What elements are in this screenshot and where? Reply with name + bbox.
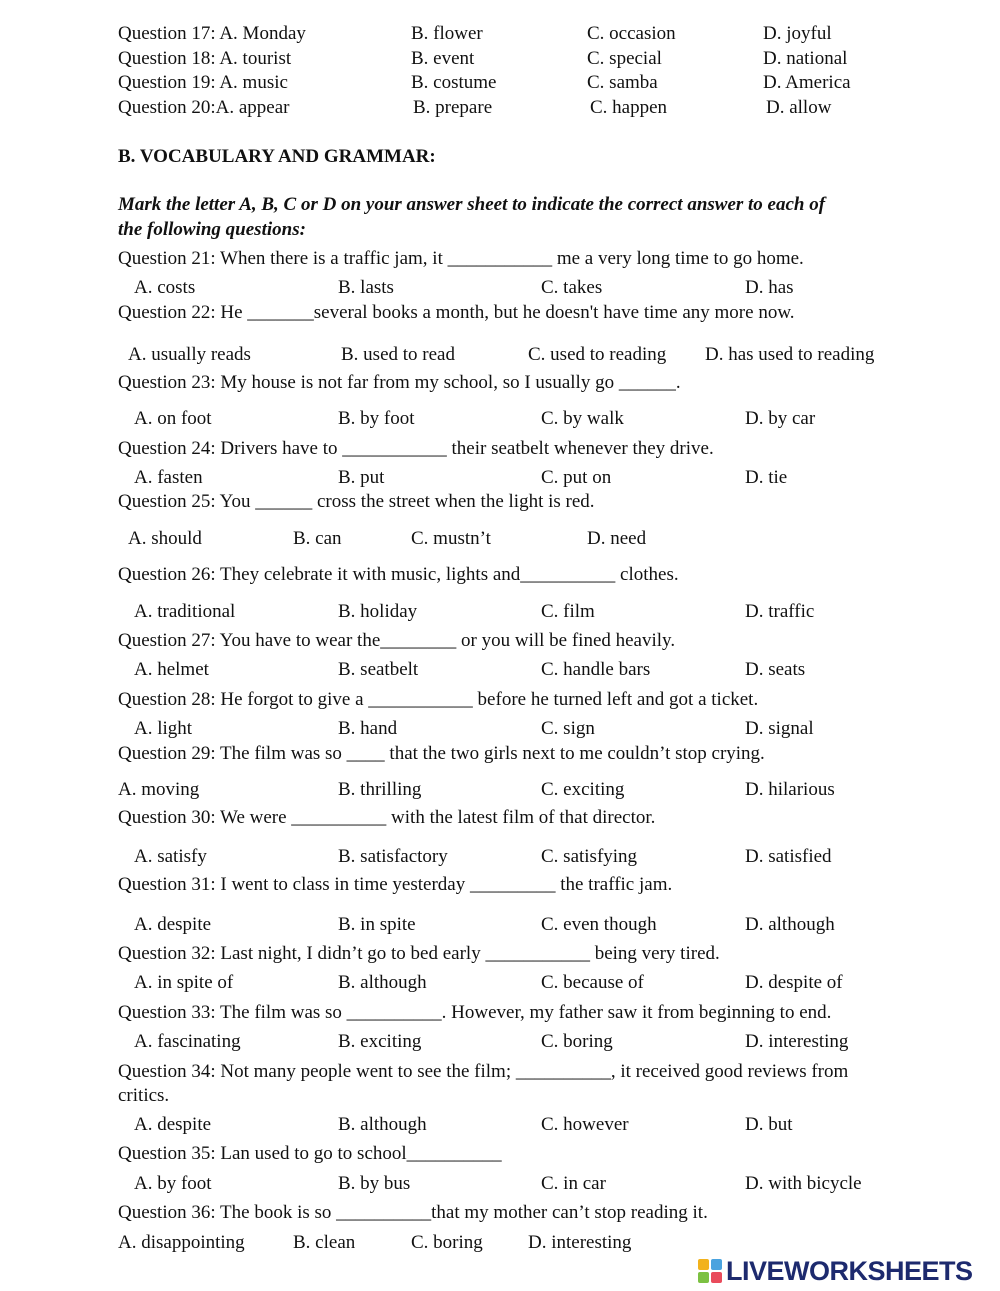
question-22-option-d[interactable]: D. has used to reading [705, 344, 875, 365]
question-20-stem: Question 20:A. appear [118, 97, 290, 118]
question-26-option-a[interactable]: A. traditional [134, 601, 236, 622]
question-36-option-b[interactable]: B. clean [293, 1232, 356, 1253]
question-35-option-b[interactable]: B. by bus [338, 1173, 411, 1194]
question-24-text: Question 24: Drivers have to ___________ their seatbelt whenever they drive. [118, 438, 714, 459]
question-28-option-a[interactable]: A. light [134, 718, 193, 739]
question-23-text: Question 23: My house is not far from my school, so I usually go ______. [118, 372, 681, 393]
question-36-option-c[interactable]: C. boring [411, 1232, 483, 1253]
question-34-option-a[interactable]: A. despite [134, 1114, 212, 1135]
question-26-option-b[interactable]: B. holiday [338, 601, 418, 622]
question-21-text: Question 21: When there is a traffic jam, it ___________ me a very long time to go home. [118, 248, 804, 269]
liveworksheets-logo-text: LIVEWORKSHEETS [726, 1255, 973, 1286]
liveworksheets-logo[interactable] [698, 1256, 973, 1286]
question-35-text: Question 35: Lan used to go to school__________ [118, 1143, 502, 1164]
question-24-option-b[interactable]: B. put [338, 467, 385, 488]
question-20-option-d: D. allow [766, 97, 832, 118]
question-22-option-b[interactable]: B. used to read [341, 344, 455, 365]
question-33-option-a[interactable]: A. fascinating [134, 1031, 241, 1052]
question-35-option-d[interactable]: D. with bicycle [745, 1173, 862, 1194]
question-17-option-c: C. occasion [587, 23, 676, 44]
question-30-option-d[interactable]: D. satisfied [745, 846, 832, 867]
question-20-option-b: B. prepare [413, 97, 493, 118]
question-18-stem: Question 18: A. tourist [118, 48, 292, 69]
question-19-option-b: B. costume [411, 72, 497, 93]
question-27-option-c[interactable]: C. handle bars [541, 659, 651, 680]
question-24-option-c[interactable]: C. put on [541, 467, 612, 488]
question-28-option-b[interactable]: B. hand [338, 718, 398, 739]
question-36-option-a[interactable]: A. disappointing [118, 1232, 245, 1253]
question-28-option-c[interactable]: C. sign [541, 718, 595, 739]
question-17-option-b: B. flower [411, 23, 483, 44]
question-19-stem: Question 19: A. music [118, 72, 288, 93]
instruction-line-1: Mark the letter A, B, C or D on your answer sheet to indicate the correct answer to each of [118, 194, 826, 215]
question-33-text: Question 33: The film was so __________. However, my father saw it from beginning to end. [118, 1002, 832, 1023]
question-34-option-d[interactable]: D. but [745, 1114, 793, 1135]
question-30-option-b[interactable]: B. satisfactory [338, 846, 448, 867]
question-32-option-b[interactable]: B. although [338, 972, 427, 993]
question-36-option-d[interactable]: D. interesting [528, 1232, 632, 1253]
question-31-text: Question 31: I went to class in time yesterday _________ the traffic jam. [118, 874, 673, 895]
question-34-text-continued: critics. [118, 1085, 170, 1106]
question-25-text: Question 25: You ______ cross the street when the light is red. [118, 491, 595, 512]
question-36-text: Question 36: The book is so __________that my mother can’t stop reading it. [118, 1202, 708, 1223]
question-20-option-c: C. happen [590, 97, 668, 118]
question-28-text: Question 28: He forgot to give a ___________ before he turned left and got a ticket. [118, 689, 759, 710]
question-19-option-d: D. America [763, 72, 851, 93]
question-30-text: Question 30: We were __________ with the latest film of that director. [118, 807, 656, 828]
question-25-option-b[interactable]: B. can [293, 528, 342, 549]
question-25-option-d[interactable]: D. need [587, 528, 647, 549]
question-29-option-a[interactable]: A. moving [118, 779, 200, 800]
question-21-option-b[interactable]: B. lasts [338, 277, 394, 298]
question-32-option-d[interactable]: D. despite of [745, 972, 843, 993]
question-24-option-a[interactable]: A. fasten [134, 467, 203, 488]
question-30-option-a[interactable]: A. satisfy [134, 846, 207, 867]
question-27-text: Question 27: You have to wear the________ or you will be fined heavily. [118, 630, 676, 651]
question-23-option-b[interactable]: B. by foot [338, 408, 415, 429]
question-22-text: Question 22: He _______several books a month, but he doesn't have time any more now. [118, 302, 795, 323]
question-31-option-c[interactable]: C. even though [541, 914, 657, 935]
question-28-option-d[interactable]: D. signal [745, 718, 814, 739]
question-31-option-b[interactable]: B. in spite [338, 914, 416, 935]
question-29-option-d[interactable]: D. hilarious [745, 779, 835, 800]
question-27-option-b[interactable]: B. seatbelt [338, 659, 419, 680]
question-18-option-d: D. national [763, 48, 848, 69]
question-25-option-a[interactable]: A. should [128, 528, 202, 549]
question-31-option-d[interactable]: D. although [745, 914, 835, 935]
question-34-option-b[interactable]: B. although [338, 1114, 427, 1135]
question-18-option-c: C. special [587, 48, 662, 69]
question-31-option-a[interactable]: A. despite [134, 914, 212, 935]
question-32-text: Question 32: Last night, I didn’t go to bed early ___________ being very tired. [118, 943, 720, 964]
question-23-option-c[interactable]: C. by walk [541, 408, 624, 429]
question-26-option-c[interactable]: C. film [541, 601, 595, 622]
question-24-option-d[interactable]: D. tie [745, 467, 788, 488]
question-26-option-d[interactable]: D. traffic [745, 601, 815, 622]
question-18-option-b: B. event [411, 48, 475, 69]
question-19-option-c: C. samba [587, 72, 658, 93]
question-29-option-b[interactable]: B. thrilling [338, 779, 422, 800]
section-heading: B. VOCABULARY AND GRAMMAR: [118, 146, 436, 167]
question-27-option-a[interactable]: A. helmet [134, 659, 209, 680]
question-33-option-b[interactable]: B. exciting [338, 1031, 422, 1052]
question-21-option-c[interactable]: C. takes [541, 277, 603, 298]
question-26-text: Question 26: They celebrate it with music, lights and__________ clothes. [118, 564, 679, 585]
question-35-option-c[interactable]: C. in car [541, 1173, 606, 1194]
liveworksheets-logo-icon [698, 1259, 722, 1283]
question-21-option-d[interactable]: D. has [745, 277, 794, 298]
question-33-option-d[interactable]: D. interesting [745, 1031, 849, 1052]
question-22-option-c[interactable]: C. used to reading [528, 344, 667, 365]
question-23-option-d[interactable]: D. by car [745, 408, 816, 429]
question-29-option-c[interactable]: C. exciting [541, 779, 625, 800]
question-34-text: Question 34: Not many people went to see the film; __________, it received good reviews from [118, 1061, 849, 1082]
question-32-option-a[interactable]: A. in spite of [134, 972, 234, 993]
question-35-option-a[interactable]: A. by foot [134, 1173, 212, 1194]
question-27-option-d[interactable]: D. seats [745, 659, 806, 680]
question-34-option-c[interactable]: C. however [541, 1114, 629, 1135]
question-32-option-c[interactable]: C. because of [541, 972, 644, 993]
question-21-option-a[interactable]: A. costs [134, 277, 196, 298]
question-23-option-a[interactable]: A. on foot [134, 408, 212, 429]
question-22-option-a[interactable]: A. usually reads [128, 344, 251, 365]
question-33-option-c[interactable]: C. boring [541, 1031, 613, 1052]
instruction-line-2: the following questions: [118, 219, 306, 240]
question-30-option-c[interactable]: C. satisfying [541, 846, 638, 867]
question-17-option-d: D. joyful [763, 23, 832, 44]
question-25-option-c[interactable]: C. mustn’t [411, 528, 491, 549]
question-29-text: Question 29: The film was so ____ that the two girls next to me couldn’t stop crying. [118, 743, 765, 764]
question-17-stem: Question 17: A. Monday [118, 23, 306, 44]
